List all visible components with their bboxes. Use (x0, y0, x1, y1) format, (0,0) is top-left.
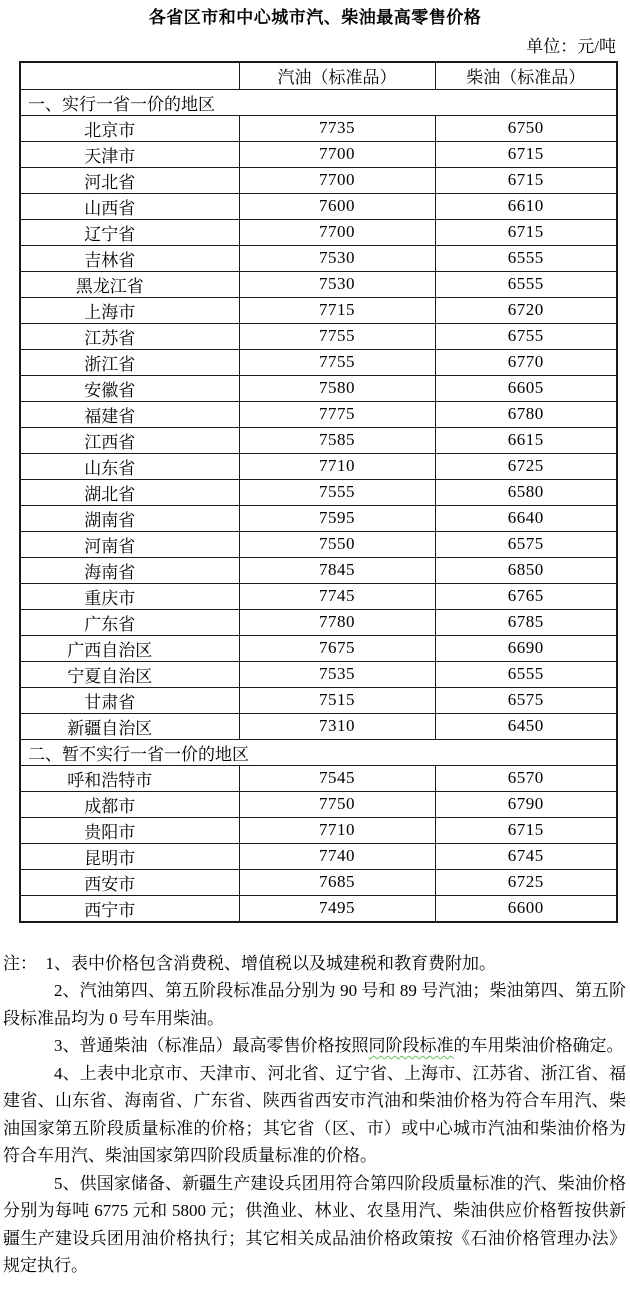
table-row (20, 869, 617, 895)
region-cell: 河南省 (20, 531, 239, 557)
gasoline-cell: 7710 (239, 817, 435, 843)
note-paragraph (3, 1170, 626, 1280)
diesel-cell: 6725 (435, 453, 617, 479)
diesel-cell: 6555 (435, 245, 617, 271)
gasoline-cell: 7530 (239, 245, 435, 271)
price-table (19, 61, 618, 923)
table-row (20, 193, 617, 219)
note-text: 的车用柴油价格确定。 (453, 1036, 624, 1055)
region-cell: 湖南省 (20, 505, 239, 531)
note-text: 5、供国家储备、新疆生产建设兵团用符合第四阶段质量标准的汽、柴油价格分别为每吨 6775 元和 5800 元；供渔业、林业、农垦用汽、柴油供应价格暂按供新疆生产建设兵团用油价格执行；其它相关成品油价格政策按《石油价格管理办法》规定执行。 (3, 1173, 626, 1275)
gasoline-cell: 7530 (239, 271, 435, 297)
region-cell: 湖北省 (20, 479, 239, 505)
diesel-cell: 6780 (435, 401, 617, 427)
gasoline-cell: 7585 (239, 427, 435, 453)
gasoline-cell: 7755 (239, 349, 435, 375)
section-row (20, 89, 617, 115)
table-row (20, 765, 617, 791)
note-text: 2、汽油第四、第五阶段标准品分别为 90 号和 89 号汽油；柴油第四、第五阶段标准品均为 0 号车用柴油。 (3, 981, 626, 1028)
region-cell: 昆明市 (20, 843, 239, 869)
column-header-diesel: 柴油（标准品） (435, 62, 617, 89)
gasoline-cell: 7710 (239, 453, 435, 479)
spellcheck-wavy-text: 同阶段标准 (368, 1036, 454, 1055)
table-row (20, 427, 617, 453)
section-header: 二、暂不实行一省一价的地区 (20, 739, 617, 765)
region-cell: 山东省 (20, 453, 239, 479)
gasoline-cell: 7740 (239, 843, 435, 869)
table-row (20, 583, 617, 609)
gasoline-cell: 7580 (239, 375, 435, 401)
region-cell: 天津市 (20, 141, 239, 167)
gasoline-cell: 7495 (239, 895, 435, 922)
note-paragraph (3, 1060, 626, 1170)
diesel-cell: 6605 (435, 375, 617, 401)
diesel-cell: 6755 (435, 323, 617, 349)
region-cell: 上海市 (20, 297, 239, 323)
region-cell: 海南省 (20, 557, 239, 583)
gasoline-cell: 7600 (239, 193, 435, 219)
note-text: 4、上表中北京市、天津市、河北省、辽宁省、上海市、江苏省、浙江省、福建省、山东省、海南省、广东省、陕西省西安市汽油和柴油价格为符合车用汽、柴油国家第五阶段质量标准的价格；其它省（区、市）或中心城市汽油和柴油价格为符合车用汽、柴油国家第四阶段质量标准的价格。 (3, 1063, 626, 1165)
diesel-cell: 6450 (435, 713, 617, 739)
gasoline-cell: 7745 (239, 583, 435, 609)
region-cell: 山西省 (20, 193, 239, 219)
region-cell: 江苏省 (20, 323, 239, 349)
table-row (20, 687, 617, 713)
region-cell: 西宁市 (20, 895, 239, 922)
diesel-cell: 6640 (435, 505, 617, 531)
region-cell: 甘肃省 (20, 687, 239, 713)
diesel-cell: 6555 (435, 271, 617, 297)
column-header-gasoline: 汽油（标准品） (239, 62, 435, 89)
table-row (20, 297, 617, 323)
gasoline-cell: 7715 (239, 297, 435, 323)
section-row (20, 739, 617, 765)
gasoline-cell: 7310 (239, 713, 435, 739)
region-cell: 宁夏自治区 (20, 661, 239, 687)
table-row (20, 713, 617, 739)
diesel-cell: 6715 (435, 219, 617, 245)
gasoline-cell: 7700 (239, 219, 435, 245)
diesel-cell: 6720 (435, 297, 617, 323)
table-row (20, 141, 617, 167)
diesel-cell: 6610 (435, 193, 617, 219)
region-cell: 呼和浩特市 (20, 765, 239, 791)
table-row (20, 219, 617, 245)
gasoline-cell: 7515 (239, 687, 435, 713)
table-row (20, 635, 617, 661)
diesel-cell: 6715 (435, 817, 617, 843)
diesel-cell: 6580 (435, 479, 617, 505)
diesel-cell: 6690 (435, 635, 617, 661)
gasoline-cell: 7555 (239, 479, 435, 505)
table-row (20, 791, 617, 817)
diesel-cell: 6765 (435, 583, 617, 609)
diesel-cell: 6790 (435, 791, 617, 817)
diesel-cell: 6615 (435, 427, 617, 453)
region-cell: 吉林省 (20, 245, 239, 271)
table-row (20, 895, 617, 922)
gasoline-cell: 7550 (239, 531, 435, 557)
table-row (20, 323, 617, 349)
diesel-cell: 6715 (435, 167, 617, 193)
diesel-cell: 6575 (435, 687, 617, 713)
table-row (20, 479, 617, 505)
gasoline-cell: 7595 (239, 505, 435, 531)
price-table-head (20, 62, 617, 89)
diesel-cell: 6570 (435, 765, 617, 791)
unit-label: 单位：元/吨 (526, 37, 616, 56)
region-cell: 成都市 (20, 791, 239, 817)
diesel-cell: 6745 (435, 843, 617, 869)
table-row (20, 167, 617, 193)
gasoline-cell: 7750 (239, 791, 435, 817)
table-row (20, 557, 617, 583)
column-header-region (20, 62, 239, 89)
page-title: 各省区市和中心城市汽、柴油最高零售价格 (148, 8, 482, 27)
table-row (20, 531, 617, 557)
table-row (20, 245, 617, 271)
gasoline-cell: 7700 (239, 141, 435, 167)
price-table-body (20, 89, 617, 922)
diesel-cell: 6785 (435, 609, 617, 635)
note-paragraph (3, 977, 626, 1032)
table-row (20, 349, 617, 375)
region-cell: 黑龙江省 (20, 271, 239, 297)
diesel-cell: 6575 (435, 531, 617, 557)
gasoline-cell: 7545 (239, 765, 435, 791)
note-text: 注： 1、表中价格包含消费税、增值税以及城建税和教育费附加。 (3, 953, 496, 973)
note-paragraph (3, 1032, 626, 1060)
region-cell: 西安市 (20, 869, 239, 895)
table-row (20, 817, 617, 843)
diesel-cell: 6715 (435, 141, 617, 167)
region-cell: 新疆自治区 (20, 713, 239, 739)
table-row (20, 375, 617, 401)
region-cell: 河北省 (20, 167, 239, 193)
note-text: 3、普通柴油（标准品）最高零售价格按照 (54, 1036, 369, 1055)
gasoline-cell: 7775 (239, 401, 435, 427)
table-row (20, 115, 617, 141)
gasoline-cell: 7685 (239, 869, 435, 895)
table-row (20, 661, 617, 687)
gasoline-cell: 7535 (239, 661, 435, 687)
region-cell: 江西省 (20, 427, 239, 453)
table-row (20, 453, 617, 479)
table-row (20, 843, 617, 869)
gasoline-cell: 7845 (239, 557, 435, 583)
table-row (20, 609, 617, 635)
gasoline-cell: 7675 (239, 635, 435, 661)
section-header: 一、实行一省一价的地区 (20, 89, 617, 115)
region-cell: 福建省 (20, 401, 239, 427)
column-header-row (20, 62, 617, 89)
diesel-cell: 6555 (435, 661, 617, 687)
notes (3, 950, 626, 1280)
region-cell: 浙江省 (20, 349, 239, 375)
region-cell: 广东省 (20, 609, 239, 635)
region-cell: 辽宁省 (20, 219, 239, 245)
note-paragraph (3, 950, 626, 978)
diesel-cell: 6750 (435, 115, 617, 141)
gasoline-cell: 7755 (239, 323, 435, 349)
region-cell: 贵阳市 (20, 817, 239, 843)
region-cell: 重庆市 (20, 583, 239, 609)
table-row (20, 505, 617, 531)
table-row (20, 401, 617, 427)
region-cell: 安徽省 (20, 375, 239, 401)
diesel-cell: 6725 (435, 869, 617, 895)
diesel-cell: 6770 (435, 349, 617, 375)
table-row (20, 271, 617, 297)
region-cell: 广西自治区 (20, 635, 239, 661)
region-cell: 北京市 (20, 115, 239, 141)
gasoline-cell: 7700 (239, 167, 435, 193)
diesel-cell: 6850 (435, 557, 617, 583)
diesel-cell: 6600 (435, 895, 617, 922)
gasoline-cell: 7780 (239, 609, 435, 635)
gasoline-cell: 7735 (239, 115, 435, 141)
